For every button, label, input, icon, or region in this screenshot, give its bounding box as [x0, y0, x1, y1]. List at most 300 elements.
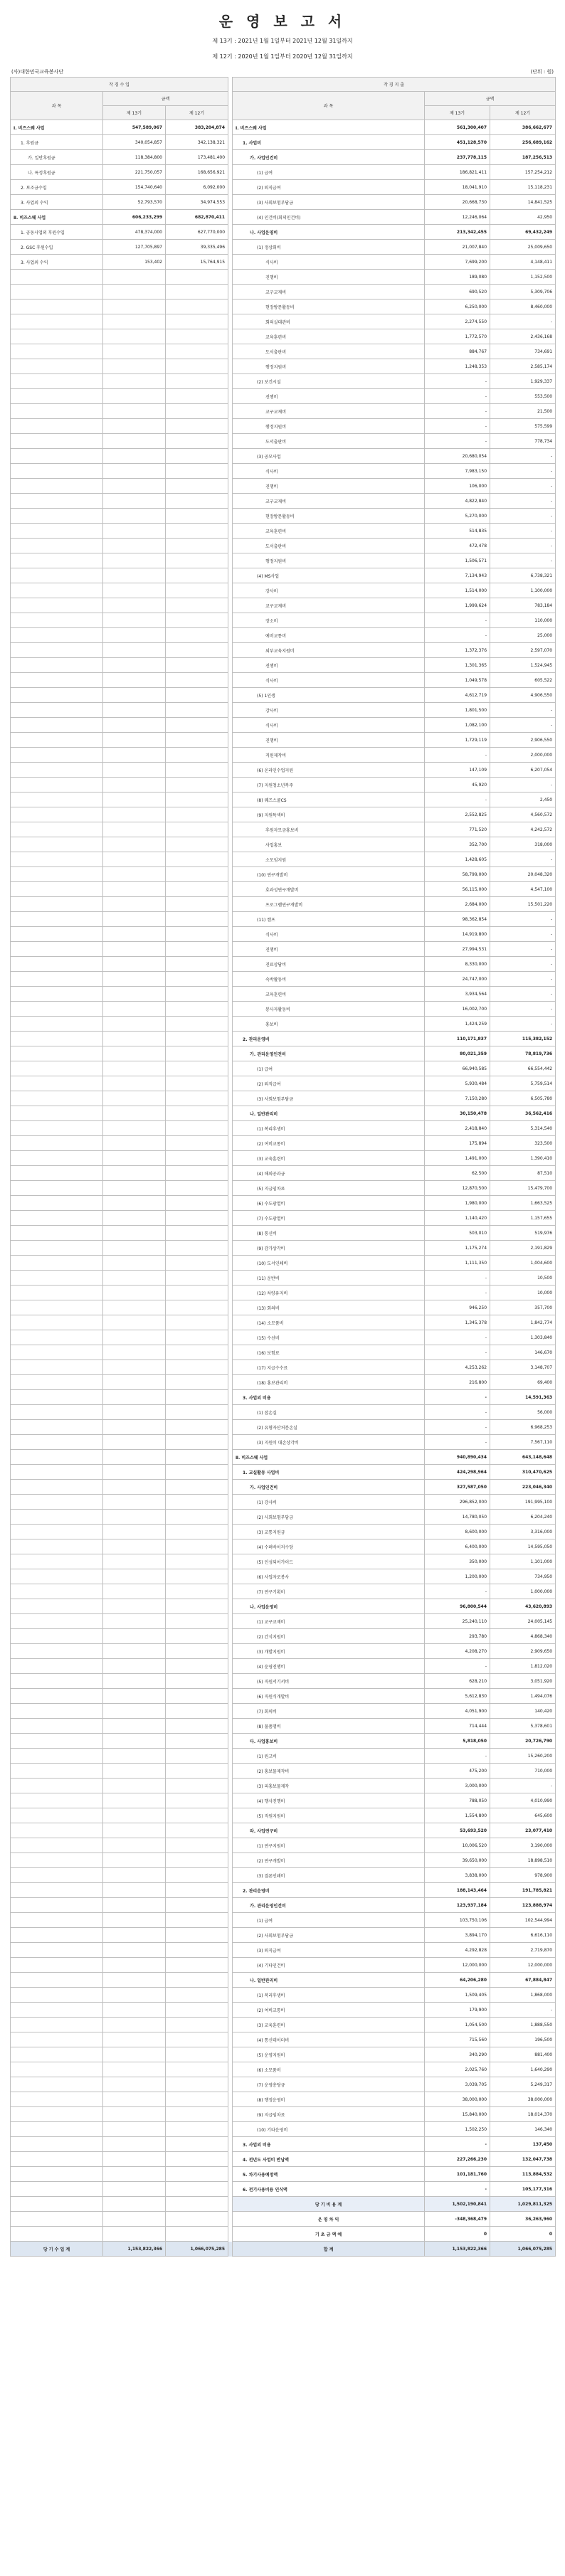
- expense-item-label: (2) 퇴직급여: [233, 180, 425, 195]
- table-row: [11, 2047, 556, 2062]
- income-empty-cell: [103, 658, 166, 673]
- income-empty-cell: [166, 1345, 228, 1360]
- table-row: [11, 1181, 556, 1196]
- expense-current-value: 16,002,700: [425, 1002, 490, 1017]
- expense-current-value: 38,000,000: [425, 2092, 490, 2107]
- income-empty-cell: [166, 942, 228, 957]
- expense-current-value: 188,143,464: [425, 1883, 490, 1898]
- expense-previous-value: 1,812,020: [490, 1659, 556, 1674]
- expense-item-label: 강사비: [233, 703, 425, 718]
- expense-current-value: 293,780: [425, 1629, 490, 1644]
- income-empty-cell: [166, 1211, 228, 1226]
- table-row: [11, 807, 556, 822]
- expense-current-value: 103,750,106: [425, 1913, 490, 1928]
- income-empty-cell: [11, 852, 103, 867]
- expense-previous-value: 318,000: [490, 837, 556, 852]
- expense-previous-value: 6,505,780: [490, 1091, 556, 1106]
- table-row: [11, 404, 556, 419]
- table-row: [11, 1330, 556, 1345]
- table-row: [11, 763, 556, 778]
- table-row: [11, 300, 556, 314]
- income-empty-cell: [11, 1330, 103, 1345]
- income-empty-cell: [11, 1002, 103, 1017]
- expense-current-value: 25,240,110: [425, 1614, 490, 1629]
- income-empty-cell: [166, 404, 228, 419]
- income-current-value: 340,054,857: [103, 135, 166, 150]
- expense-previous-value: 2,585,174: [490, 359, 556, 374]
- income-empty-cell: [103, 1196, 166, 1211]
- expense-previous-value: 6,207,054: [490, 763, 556, 778]
- expense-item-label: 교육훈련비: [233, 987, 425, 1002]
- income-empty-cell: [11, 1853, 103, 1868]
- expense-item-label: 3. 사업외 비용: [233, 2137, 425, 2152]
- income-empty-cell: [166, 1599, 228, 1614]
- expense-item-label: (4) 행사진행비: [233, 1793, 425, 1808]
- income-empty-cell: [103, 763, 166, 778]
- income-empty-cell: [103, 285, 166, 300]
- expense-previous-value: 4,868,340: [490, 1629, 556, 1644]
- table-row: [11, 1046, 556, 1061]
- income-empty-cell: [166, 598, 228, 613]
- income-current-value: 221,750,057: [103, 165, 166, 180]
- expense-current-value: 788,050: [425, 1793, 490, 1808]
- expense-current-value: 20,680,054: [425, 449, 490, 464]
- income-empty-cell: [166, 1644, 228, 1659]
- table-row: [11, 583, 556, 598]
- income-empty-cell: [166, 1779, 228, 1793]
- table-row: [11, 882, 556, 897]
- expense-current-value: -: [425, 1584, 490, 1599]
- expense-current-value: 106,000: [425, 479, 490, 494]
- income-empty-cell: [103, 1151, 166, 1166]
- income-empty-cell: [166, 1913, 228, 1928]
- expense-item-label: (4) 기타인건비: [233, 1958, 425, 1973]
- table-row: [11, 718, 556, 733]
- expense-current-value: 1,554,800: [425, 1808, 490, 1823]
- expense-item-label: (4) 인건비(회의인건비): [233, 210, 425, 225]
- expense-current-value: 1,729,119: [425, 733, 490, 748]
- income-empty-cell: [166, 972, 228, 987]
- expense-current-value: 1,772,570: [425, 329, 490, 344]
- expense-current-value: 1,801,500: [425, 703, 490, 718]
- expense-previous-value: 15,501,220: [490, 897, 556, 912]
- income-empty-cell: [166, 793, 228, 807]
- table-row: [11, 1390, 556, 1405]
- income-subject-header: 과 목: [11, 92, 103, 120]
- expense-current-value: -: [425, 793, 490, 807]
- income-empty-cell: [11, 1674, 103, 1689]
- expense-current-value: 110,171,837: [425, 1032, 490, 1046]
- expense-current-value: 3,039,705: [425, 2077, 490, 2092]
- expense-previous-value: 132,047,738: [490, 2152, 556, 2167]
- expense-current-value: 340,290: [425, 2047, 490, 2062]
- expense-previous-value: 1,303,840: [490, 1330, 556, 1345]
- income-empty-cell: [103, 1793, 166, 1808]
- income-previous-value: 627,770,000: [166, 225, 228, 240]
- income-empty-cell: [103, 1465, 166, 1480]
- expense-previous-value: 67,884,847: [490, 1973, 556, 1988]
- table-row: [11, 2018, 556, 2032]
- income-empty-cell: [11, 867, 103, 882]
- expense-previous-value: 2,450: [490, 793, 556, 807]
- income-empty-cell: [103, 643, 166, 658]
- table-row: [11, 464, 556, 479]
- expense-current-value: 21,007,840: [425, 240, 490, 255]
- expense-current-value: 24,747,000: [425, 972, 490, 987]
- income-empty-cell: [103, 1420, 166, 1435]
- expense-item-label: (7) 운영총당금: [233, 2077, 425, 2092]
- income-empty-cell: [11, 419, 103, 434]
- income-empty-cell: [166, 1002, 228, 1017]
- expense-current-value: 946,250: [425, 1300, 490, 1315]
- expense-previous-value: 105,177,316: [490, 2182, 556, 2197]
- table-row: [11, 270, 556, 285]
- income-empty-cell: [103, 389, 166, 404]
- table-row: [11, 822, 556, 837]
- expense-item-label: (4) 통신데이터비: [233, 2032, 425, 2047]
- expense-current-value: 147,109: [425, 763, 490, 778]
- expense-current-value: 5,930,484: [425, 1076, 490, 1091]
- income-empty-cell: [166, 1674, 228, 1689]
- expense-current-value: 5,818,050: [425, 1734, 490, 1749]
- expense-item-label: (6) 사업자로봉사: [233, 1569, 425, 1584]
- income-empty-cell: [11, 359, 103, 374]
- income-empty-cell: [103, 359, 166, 374]
- income-empty-cell: [11, 1211, 103, 1226]
- income-empty-cell: [103, 957, 166, 972]
- expense-item-label: Ⅱ. 비즈스웨 사업: [233, 1450, 425, 1465]
- income-empty-cell: [103, 927, 166, 942]
- income-empty-cell: [103, 374, 166, 389]
- expense-previous-value: 881,400: [490, 2047, 556, 2062]
- expense-current-value: -: [425, 1405, 490, 1420]
- income-empty-cell: [103, 2212, 166, 2227]
- table-row: [11, 1151, 556, 1166]
- expense-item-label: (9) 감가상각비: [233, 1241, 425, 1256]
- income-empty-cell: [103, 1136, 166, 1151]
- expense-previous-value: 2,000,000: [490, 748, 556, 763]
- expense-previous-value: 56,000: [490, 1405, 556, 1420]
- table-row: [11, 2062, 556, 2077]
- income-empty-cell: [11, 1599, 103, 1614]
- income-empty-cell: [166, 1629, 228, 1644]
- expense-item-label: 나. 사업운영비: [233, 1599, 425, 1614]
- expense-current-value: 53,693,520: [425, 1823, 490, 1838]
- expense-previous-value: 783,184: [490, 598, 556, 613]
- expense-item-label: (2) 여비교통비: [233, 1136, 425, 1151]
- income-empty-cell: [166, 987, 228, 1002]
- income-empty-cell: [103, 1495, 166, 1510]
- table-row: [11, 927, 556, 942]
- income-empty-cell: [103, 434, 166, 449]
- expense-current-value: 561,300,407: [425, 120, 490, 135]
- expense-item-label: 진행비: [233, 389, 425, 404]
- expense-previous-value: 778,734: [490, 434, 556, 449]
- expense-previous-value: 157,254,212: [490, 165, 556, 180]
- income-empty-cell: [166, 1584, 228, 1599]
- income-empty-cell: [166, 852, 228, 867]
- income-empty-cell: [103, 1539, 166, 1554]
- income-empty-cell: [11, 389, 103, 404]
- expense-current-value: 1,054,500: [425, 2018, 490, 2032]
- income-previous-value: 383,204,874: [166, 120, 228, 135]
- expense-previous-value: 1,390,410: [490, 1151, 556, 1166]
- expense-previous-value: 25,000: [490, 628, 556, 643]
- expense-previous-value: 1,494,076: [490, 1689, 556, 1704]
- table-row: [11, 150, 556, 165]
- income-empty-cell: [11, 1196, 103, 1211]
- table-row: [11, 120, 556, 135]
- income-empty-cell: [166, 867, 228, 882]
- expense-current-value: -: [425, 1330, 490, 1345]
- income-empty-cell: [103, 1689, 166, 1704]
- expense-current-value: 475,200: [425, 1764, 490, 1779]
- expense-previous-value: 87,510: [490, 1166, 556, 1181]
- table-row: [11, 1360, 556, 1375]
- income-empty-cell: [103, 2197, 166, 2212]
- summary-label: 당 기 비 용 계: [233, 2197, 425, 2212]
- summary-current-value: -348,368,479: [425, 2212, 490, 2227]
- expense-item-label: Ⅰ. 비즈스웨 사업: [233, 120, 425, 135]
- expense-current-value: 1,345,378: [425, 1315, 490, 1330]
- expense-section-header: 작 경 지 출: [233, 78, 556, 92]
- income-empty-cell: [103, 1913, 166, 1928]
- income-empty-cell: [11, 1032, 103, 1046]
- expense-item-label: (1) 연구지원비: [233, 1838, 425, 1853]
- income-empty-cell: [103, 1898, 166, 1913]
- expense-previous-value: 5,759,514: [490, 1076, 556, 1091]
- expense-previous-value: 605,522: [490, 673, 556, 688]
- income-empty-cell: [11, 1629, 103, 1644]
- income-empty-cell: [103, 1300, 166, 1315]
- income-empty-cell: [103, 2092, 166, 2107]
- income-previous-value: 6,092,000: [166, 180, 228, 195]
- table-row: [11, 987, 556, 1002]
- income-empty-cell: [103, 300, 166, 314]
- expense-current-value: 213,342,455: [425, 225, 490, 240]
- income-current-value: 52,793,570: [103, 195, 166, 210]
- expense-current-value: 7,699,200: [425, 255, 490, 270]
- expense-current-value: 4,208,270: [425, 1644, 490, 1659]
- expense-item-label: 가. 사업인건비: [233, 150, 425, 165]
- expense-item-label: (5) 인성되어가이드: [233, 1554, 425, 1569]
- expense-total-label: 합 계: [233, 2242, 425, 2257]
- expense-previous-value: -: [490, 1779, 556, 1793]
- table-row: [11, 1749, 556, 1764]
- current-period: 제 13기 : 2021년 1월 1일부터 2021년 12월 31일까지: [212, 38, 353, 44]
- table-row: [11, 1300, 556, 1315]
- table-row: [11, 1539, 556, 1554]
- income-empty-cell: [11, 882, 103, 897]
- income-empty-cell: [103, 1644, 166, 1659]
- income-empty-cell: [11, 1644, 103, 1659]
- table-row: [11, 673, 556, 688]
- income-empty-cell: [166, 927, 228, 942]
- table-row: [11, 1823, 556, 1838]
- income-empty-cell: [11, 2047, 103, 2062]
- income-empty-cell: [166, 359, 228, 374]
- income-empty-cell: [166, 1091, 228, 1106]
- expense-previous-value: 1,663,525: [490, 1196, 556, 1211]
- table-row: [11, 1121, 556, 1136]
- table-row: [11, 1554, 556, 1569]
- income-empty-cell: [103, 1584, 166, 1599]
- table-row: [11, 509, 556, 524]
- income-empty-cell: [166, 1793, 228, 1808]
- expense-item-label: (15) 수선비: [233, 1330, 425, 1345]
- totals-row: [11, 2242, 556, 2257]
- table-row: [11, 1450, 556, 1465]
- table-row: [11, 1704, 556, 1719]
- income-empty-cell: [103, 344, 166, 359]
- income-empty-cell: [103, 1330, 166, 1345]
- income-empty-cell: [166, 1928, 228, 1943]
- expense-item-label: 교구교재비: [233, 404, 425, 419]
- income-empty-cell: [166, 1465, 228, 1480]
- income-empty-cell: [103, 837, 166, 852]
- expense-previous-value: 123,888,974: [490, 1898, 556, 1913]
- expense-item-label: (3) 개발지원비: [233, 1644, 425, 1659]
- income-empty-cell: [11, 583, 103, 598]
- income-empty-cell: [103, 449, 166, 464]
- income-previous-value: 15,764,915: [166, 255, 228, 270]
- income-empty-cell: [103, 1883, 166, 1898]
- expense-item-label: (2) 유형자산처분손실: [233, 1420, 425, 1435]
- expense-previous-value: 553,500: [490, 389, 556, 404]
- income-empty-cell: [11, 449, 103, 464]
- expense-item-label: 외부교육지원비: [233, 643, 425, 658]
- income-empty-cell: [11, 1017, 103, 1032]
- table-row: [11, 852, 556, 867]
- income-empty-cell: [103, 2032, 166, 2047]
- expense-previous-value: 1,524,945: [490, 658, 556, 673]
- expense-current-value: 15,840,000: [425, 2107, 490, 2122]
- income-empty-cell: [11, 1614, 103, 1629]
- expense-current-value: 30,150,478: [425, 1106, 490, 1121]
- income-empty-cell: [11, 270, 103, 285]
- expense-total-current: 1,153,822,366: [425, 2242, 490, 2257]
- table-row: [11, 1734, 556, 1749]
- expense-item-label: 진행비: [233, 658, 425, 673]
- expense-item-label: (2) 연구개발비: [233, 1853, 425, 1868]
- income-empty-cell: [11, 1300, 103, 1315]
- income-empty-cell: [11, 1256, 103, 1271]
- income-empty-cell: [166, 2137, 228, 2152]
- table-row: [11, 1435, 556, 1450]
- income-empty-cell: [166, 1435, 228, 1450]
- income-empty-cell: [103, 1315, 166, 1330]
- expense-current-value: -: [425, 1286, 490, 1300]
- expense-item-label: 가. 관리운영인건비: [233, 1898, 425, 1913]
- income-empty-cell: [11, 2137, 103, 2152]
- income-empty-cell: [103, 1106, 166, 1121]
- expense-current-value: 1,082,100: [425, 718, 490, 733]
- income-empty-cell: [166, 539, 228, 553]
- expense-item-label: (9) 지원특색비: [233, 807, 425, 822]
- expense-previous-value: 1,000,000: [490, 1584, 556, 1599]
- table-row: [11, 479, 556, 494]
- expense-current-value: 12,246,064: [425, 210, 490, 225]
- expense-current-value: 451,128,570: [425, 135, 490, 150]
- income-empty-cell: [11, 987, 103, 1002]
- expense-current-value: 1,514,000: [425, 583, 490, 598]
- expense-previous-value: 66,554,442: [490, 1061, 556, 1076]
- expense-item-label: (1) 복리후생비: [233, 1988, 425, 2003]
- expense-item-label: (3) 사회보험부담금: [233, 1091, 425, 1106]
- expense-current-value: 1,301,365: [425, 658, 490, 673]
- income-empty-cell: [166, 1076, 228, 1091]
- income-empty-cell: [166, 2197, 228, 2212]
- expense-current-value: 5,612,830: [425, 1689, 490, 1704]
- expense-item-label: (12) 차량유지비: [233, 1286, 425, 1300]
- expense-current-value: 4,822,840: [425, 494, 490, 509]
- operations-report-table: [10, 77, 556, 2257]
- expense-previous-value: 191,785,821: [490, 1883, 556, 1898]
- expense-current-value: 327,587,050: [425, 1480, 490, 1495]
- expense-item-label: (2) 홍보물제작비: [233, 1764, 425, 1779]
- income-empty-cell: [103, 613, 166, 628]
- expense-previous-value: 7,567,110: [490, 1435, 556, 1450]
- expense-previous-value: 146,340: [490, 2122, 556, 2137]
- expense-previous-value: 6,204,240: [490, 1510, 556, 1525]
- income-empty-cell: [103, 270, 166, 285]
- expense-item-label: (1) 원고비: [233, 1749, 425, 1764]
- income-empty-cell: [11, 1883, 103, 1898]
- income-empty-cell: [166, 1689, 228, 1704]
- income-empty-cell: [103, 524, 166, 539]
- income-empty-cell: [11, 1450, 103, 1465]
- table-row: [11, 1226, 556, 1241]
- income-empty-cell: [166, 1569, 228, 1584]
- expense-previous-value: 4,906,550: [490, 688, 556, 703]
- income-empty-cell: [103, 1599, 166, 1614]
- expense-item-label: (2) 퇴직급여: [233, 1076, 425, 1091]
- expense-item-label: 4. 전년도 사업비 반납액: [233, 2152, 425, 2167]
- expense-current-value: -: [425, 374, 490, 389]
- expense-current-value: 1,049,578: [425, 673, 490, 688]
- expense-current-header: 제 13기: [425, 106, 490, 120]
- expense-previous-value: -: [490, 509, 556, 524]
- income-empty-cell: [103, 1659, 166, 1674]
- expense-item-label: (6) 온라인수업지원: [233, 763, 425, 778]
- expense-previous-header: 제 12기: [490, 106, 556, 120]
- expense-previous-value: -: [490, 972, 556, 987]
- table-row: [11, 359, 556, 374]
- income-previous-value: 342,138,321: [166, 135, 228, 150]
- expense-previous-value: 115,382,152: [490, 1032, 556, 1046]
- income-empty-cell: [103, 494, 166, 509]
- income-empty-cell: [103, 1360, 166, 1375]
- expense-current-value: 175,894: [425, 1136, 490, 1151]
- expense-item-label: 식사비: [233, 673, 425, 688]
- income-empty-cell: [11, 1958, 103, 1973]
- income-empty-cell: [166, 464, 228, 479]
- expense-current-value: 216,800: [425, 1375, 490, 1390]
- table-row: [11, 778, 556, 793]
- expense-previous-value: 69,400: [490, 1375, 556, 1390]
- expense-current-value: -: [425, 1749, 490, 1764]
- income-empty-cell: [103, 1256, 166, 1271]
- income-empty-cell: [166, 1943, 228, 1958]
- income-empty-cell: [103, 509, 166, 524]
- expense-item-label: (1) 복리후생비: [233, 1121, 425, 1136]
- expense-current-value: 2,025,760: [425, 2062, 490, 2077]
- income-empty-cell: [103, 2018, 166, 2032]
- expense-previous-value: 14,591,363: [490, 1390, 556, 1405]
- expense-item-label: (2) 보건시설: [233, 374, 425, 389]
- income-empty-cell: [166, 1032, 228, 1046]
- income-empty-cell: [166, 2122, 228, 2137]
